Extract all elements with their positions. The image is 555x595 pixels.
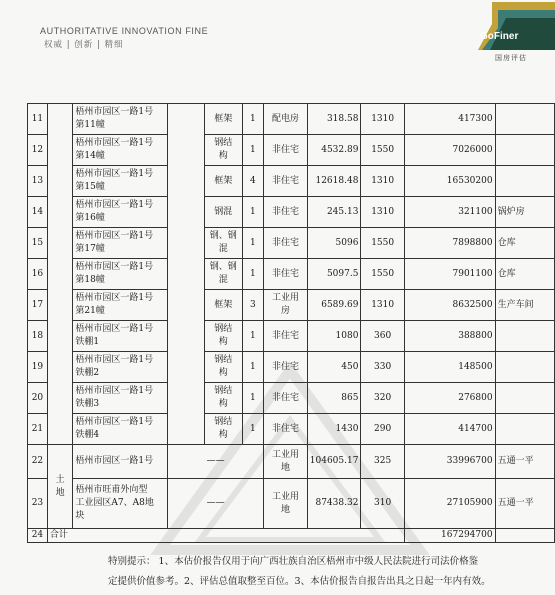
row-number: 16 xyxy=(28,259,48,290)
structure-type: 钢结 构 xyxy=(204,135,242,166)
usage-type: 非住宅 xyxy=(264,414,308,445)
property-name: 梧州市园区一路1号 xyxy=(73,445,168,479)
remark xyxy=(495,383,554,414)
structure-dash: —— xyxy=(168,445,264,479)
row-number: 21 xyxy=(28,414,48,445)
property-name: 梧州市旺甫外向型 工业园区A7、A8地 块 xyxy=(73,479,168,529)
table-row xyxy=(28,445,555,479)
area-value: 450 xyxy=(307,352,361,383)
floor-count: 1 xyxy=(242,414,264,445)
property-name: 梧州市园区一路1号 第11幢 xyxy=(73,104,168,135)
area-value: 6589.69 xyxy=(307,290,361,321)
structure-type: 框架 xyxy=(204,290,242,321)
note-line-1: 特别提示： 1、本估价报告仅用于向广西壮族自治区梧州市中级人民法院进行司法价格鉴 xyxy=(108,556,479,567)
structure-type: 框架 xyxy=(204,166,242,197)
row-number: 22 xyxy=(28,445,48,479)
remark xyxy=(495,104,554,135)
report-header xyxy=(0,0,555,70)
brand-subtitle: 国房评估 xyxy=(495,54,527,62)
floor-count: 1 xyxy=(242,321,264,352)
assessed-value: 417300 xyxy=(404,104,495,135)
floor-count: 3 xyxy=(242,290,264,321)
assessed-value: 27105900 xyxy=(404,479,495,529)
floor-count: 4 xyxy=(242,166,264,197)
structure-type: 钢、钢 混 xyxy=(204,228,242,259)
unit-price: 1550 xyxy=(361,228,404,259)
structure-type: 钢结 构 xyxy=(204,414,242,445)
assessed-value: 7026000 xyxy=(404,135,495,166)
remark xyxy=(495,352,554,383)
floor-count: 1 xyxy=(242,104,264,135)
table-row xyxy=(28,228,555,259)
area-value: 865 xyxy=(307,383,361,414)
total-row xyxy=(28,529,555,543)
area-value: 104605.17 xyxy=(307,445,361,479)
assessed-value: 16530200 xyxy=(404,166,495,197)
row-number: 13 xyxy=(28,166,48,197)
assessed-value: 388800 xyxy=(404,321,495,352)
structure-type: 钢结 构 xyxy=(204,352,242,383)
usage-type: 非住宅 xyxy=(264,383,308,414)
category-cell-building xyxy=(47,104,73,445)
row-number: 23 xyxy=(28,479,48,529)
row-number: 17 xyxy=(28,290,48,321)
remark: 五通一平 xyxy=(495,479,554,529)
remark xyxy=(495,135,554,166)
assessed-value: 7901100 xyxy=(404,259,495,290)
remark: 生产车间 xyxy=(495,290,554,321)
assessed-value: 276800 xyxy=(404,383,495,414)
row-number: 14 xyxy=(28,197,48,228)
usage-type: 工业用 房 xyxy=(264,290,308,321)
area-value: 245.13 xyxy=(307,197,361,228)
assessed-value: 148500 xyxy=(404,352,495,383)
area-value: 87438.32 xyxy=(307,479,361,529)
table-row xyxy=(28,414,555,445)
table-row xyxy=(28,104,555,135)
usage-type: 非住宅 xyxy=(264,259,308,290)
area-value: 5097.5 xyxy=(307,259,361,290)
property-name: 梧州市园区一路1号 铁棚1 xyxy=(73,321,168,352)
table-row xyxy=(28,321,555,352)
usage-type: 非住宅 xyxy=(264,166,308,197)
floor-count: 1 xyxy=(242,259,264,290)
property-name: 梧州市园区一路1号 第21幢 xyxy=(73,290,168,321)
assessed-value: 414700 xyxy=(404,414,495,445)
table-row xyxy=(28,166,555,197)
structure-type: 钢结 构 xyxy=(204,383,242,414)
usage-type: 工业用 地 xyxy=(264,479,308,529)
total-label: 合计 xyxy=(47,529,404,543)
unit-price: 320 xyxy=(361,383,404,414)
table-row xyxy=(28,383,555,414)
unit-price: 1310 xyxy=(361,290,404,321)
row-number: 18 xyxy=(28,321,48,352)
area-value: 4532.89 xyxy=(307,135,361,166)
unit-price: 330 xyxy=(361,352,404,383)
remark xyxy=(495,414,554,445)
row-number: 15 xyxy=(28,228,48,259)
row-number: 11 xyxy=(28,104,48,135)
area-value: 1080 xyxy=(307,321,361,352)
unit-price: 310 xyxy=(361,479,404,529)
slogan-english: AUTHORITATIVE INNOVATION FINE xyxy=(40,26,209,36)
table-row xyxy=(28,352,555,383)
table-row xyxy=(28,197,555,228)
assessed-value: 7898800 xyxy=(404,228,495,259)
usage-type: 非住宅 xyxy=(264,352,308,383)
remark xyxy=(495,321,554,352)
usage-type: 非住宅 xyxy=(264,197,308,228)
property-name: 梧州市园区一路1号 第14幢 xyxy=(73,135,168,166)
structure-dash: —— xyxy=(168,479,264,529)
unit-price: 1310 xyxy=(361,104,404,135)
structure-type: 钢混 xyxy=(204,197,242,228)
floor-count: 1 xyxy=(242,352,264,383)
remark: 仓库 xyxy=(495,228,554,259)
slogan-chinese: 权威 | 创新 | 精细 xyxy=(44,40,124,50)
unit-price: 325 xyxy=(361,445,404,479)
unit-price: 1550 xyxy=(361,259,404,290)
property-name: 梧州市园区一路1号 铁棚3 xyxy=(73,383,168,414)
blank-cell xyxy=(168,104,205,445)
unit-price: 1310 xyxy=(361,166,404,197)
row-number: 19 xyxy=(28,352,48,383)
valuation-table xyxy=(27,103,555,543)
property-name: 梧州市园区一路1号 第18幢 xyxy=(73,259,168,290)
row-number: 24 xyxy=(28,529,48,543)
floor-count: 1 xyxy=(242,228,264,259)
remark: 锅炉房 xyxy=(495,197,554,228)
usage-type: 配电房 xyxy=(264,104,308,135)
floor-count: 1 xyxy=(242,197,264,228)
usage-type: 非住宅 xyxy=(264,228,308,259)
remark: 仓库 xyxy=(495,259,554,290)
remark xyxy=(495,166,554,197)
unit-price: 1310 xyxy=(361,197,404,228)
special-notes xyxy=(108,552,538,592)
area-value: 5096 xyxy=(307,228,361,259)
property-name: 梧州市园区一路1号 铁棚2 xyxy=(73,352,168,383)
property-name: 梧州市园区一路1号 铁棚4 xyxy=(73,414,168,445)
structure-type: 钢结 构 xyxy=(204,321,242,352)
remark: 五通一平 xyxy=(495,445,554,479)
usage-type: 非住宅 xyxy=(264,135,308,166)
structure-type: 框架 xyxy=(204,104,242,135)
assessed-value: 321100 xyxy=(404,197,495,228)
floor-count: 1 xyxy=(242,383,264,414)
assessed-value: 8632500 xyxy=(404,290,495,321)
category-cell-land: 土 地 xyxy=(47,445,73,529)
unit-price: 360 xyxy=(361,321,404,352)
area-value: 12618.48 xyxy=(307,166,361,197)
total-value: 167294700 xyxy=(404,529,495,543)
row-number: 20 xyxy=(28,383,48,414)
usage-type: 非住宅 xyxy=(264,321,308,352)
area-value: 318.58 xyxy=(307,104,361,135)
table-row xyxy=(28,259,555,290)
blank-cell xyxy=(495,529,554,543)
note-line-2: 定提供价值参考。2、评估总值取整至百位。3、本估价报告自报告出具之日起一年内有效。 xyxy=(108,576,491,587)
structure-type: 钢、钢 混 xyxy=(204,259,242,290)
usage-type: 工业用 地 xyxy=(264,445,308,479)
table-row xyxy=(28,135,555,166)
property-name: 梧州市园区一路1号 第16幢 xyxy=(73,197,168,228)
property-name: 梧州市园区一路1号 第17幢 xyxy=(73,228,168,259)
floor-count: 1 xyxy=(242,135,264,166)
area-value: 1430 xyxy=(307,414,361,445)
brand-name: GoFiner xyxy=(480,31,519,42)
table-row xyxy=(28,479,555,529)
row-number: 12 xyxy=(28,135,48,166)
table-row xyxy=(28,290,555,321)
assessed-value: 33996700 xyxy=(404,445,495,479)
unit-price: 1550 xyxy=(361,135,404,166)
property-name: 梧州市园区一路1号 第15幢 xyxy=(73,166,168,197)
unit-price: 290 xyxy=(361,414,404,445)
